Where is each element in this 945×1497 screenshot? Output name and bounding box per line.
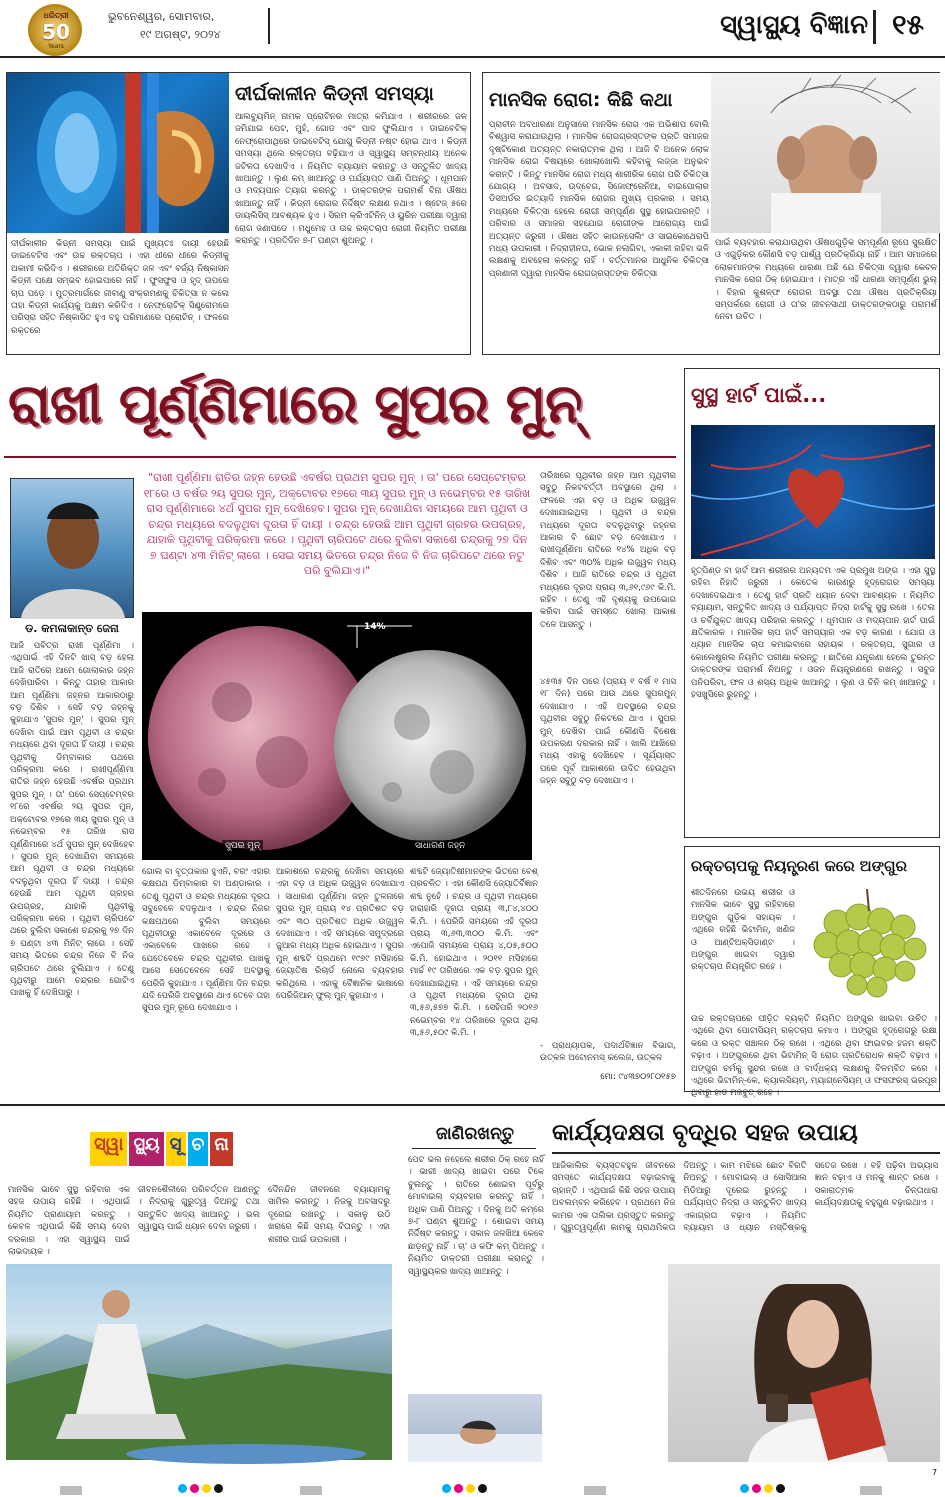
mental-title: ମାନସିକ ରୋଗ: କିଛି କଥା bbox=[489, 89, 673, 111]
supermoon-col-a: ଆଜି ପବିତ୍ର ରାଖୀ ପୂର୍ଣ୍ଣିମା । ଏଥିପାଇଁ ଏହି ଦିନଟି ଖାସ୍ ବଡ଼ ହେଲା ଆଜି ରାତିରେ ଆମେ ଗୋଲାକାର ଜହ୍ନ ଦେଖିପାରିବା । କିନ୍ତୁ ତାହାର ଆକାର ଆମ ପୂର୍ଣ୍ଣିମା ଜହ୍ନର ଆକାରଠାରୁ ବଡ଼ ଦିଶିବ । ସେହି ବଡ଼ ଜହ୍ନକୁ କୁହାଯାଏ 'ସୁପର ମୁନ୍' । ସୁପର ମୁନ୍ ଦେଖିବା ପାଇଁ ଆମ ପୃଥିବୀ ଓ ଚନ୍ଦ୍ର ମଧ୍ୟରେ ଥିବା ଦୂରତା ହିଁ ଦାୟୀ । ଚନ୍ଦ୍ର ପୃଥିବୀକୁ ଡିମ୍ବାକାର ପଥରେ ପରିକ୍ରମା କରେ । ରାଖୀପୂର୍ଣ୍ଣିମା ରାତିର ଜହ୍ନ ହେଉଛି ଏବର୍ଷର ପ୍ରଥମ ସୁପର ମୁନ୍ । ତା' ପରେ ସେପ୍ଟେମ୍ବର ୧୮ରେ ଏବର୍ଷର ୨ୟ ସୁପର ମୁନ୍, ଅକ୍ଟୋବର ୧୭ରେ ୩ୟ ସୁପର ମୁନ୍ ଓ ନଭେମ୍ବର ୧୫ ତାରିଖ ରାସ ପୂର୍ଣ୍ଣିମାରେ ୪ର୍ଥ ସୁପର ମୁନ୍ ଦେଖିହେବ । ସୁପର ମୁନ୍ ଦେଖାଯିବା ସମୟରେ ଆମ ପୃଥିବୀ ଓ ଚନ୍ଦ୍ର ମଧ୍ୟରେ ବଦଳୁଥିବା ଦୂରତା ହିଁ ଦାୟୀ । ଚନ୍ଦ୍ର ହେଉଛି ଆମ ପୃଥିବୀ ଗ୍ରହର ଉପଗ୍ରହ, ଯାହାକି ପୃଥିବୀକୁ ପରିକ୍ରମା କରେ । ପୃଥିବୀ ଚାରିପଟେ ଥରେ ବୁଲିବା ସକାଶେ ଚନ୍ଦ୍ରକୁ ୨୭ ଦିନ ୭ ଘଣ୍ଟା ୪୩ ମିନିଟ୍ ଲାଗେ । ସେହି ସମୟ ଭିତରେ ଚନ୍ଦ୍ର ନିଜେ ବି ନିଜ ଚାରିପଟେ ଥରେ ବୁଲିଯାଏ । ତେଣୁ ପୃଥିବୀରୁ ଆମେ ଚନ୍ଦ୍ରର ଗୋଟିଏ ପାଖକୁ ହିଁ ଦେଖିପାରୁ । bbox=[10, 641, 134, 999]
masthead-rule bbox=[0, 56, 945, 58]
know-body: ପେଟ ଭଲ ନହେଲେ ଶରୀର ଠିକ୍ ରହେ ନାହିଁ । ଭାରୀ ଖାଦ୍ୟ ଖାଇବା ପରେ ଟିକେ ବୁଲନ୍ତୁ । ରାତିରେ ଶୋଇବା ପୂର୍ବରୁ ମୋବାଇଲ୍ ବ୍ୟବହାର କରନ୍ତୁ ନାହିଁ । ଅଧିକ ପାଣି ପିଅନ୍ତୁ । ଦିନକୁ ଅତି କମ୍‌ରେ ୭-୮ ଘଣ୍ଟା ଶୁଅନ୍ତୁ । ଶୋଇବା ସମୟ ନିର୍ଦ୍ଦିଷ୍ଟ କରନ୍ତୁ । ସକାଳ ଜଳଖିଆ କେବେ ଛାଡ଼ନ୍ତୁ ନାହିଁ । ଚା' ଓ କଫି କମ୍ ପିଅନ୍ତୁ । ନିୟମିତ ଡାକ୍ତରୀ ପରୀକ୍ଷା କରାନ୍ତୁ । ସ୍ୱାସ୍ଥ୍ୟକର ଖାଦ୍ୟ ଖାଆନ୍ତୁ । bbox=[408, 1155, 544, 1277]
logo-years-number: 50 bbox=[42, 20, 70, 44]
author-photo bbox=[10, 478, 134, 618]
grape-title: ରକ୍ତଚାପକୁ ନିୟନ୍ତ୍ରଣ କରେ ଅଙ୍ଗୁର bbox=[691, 857, 907, 875]
kidney-body-left: ଦୀର୍ଘକାଳୀନ କିଡ୍ନୀ ସମସ୍ୟା ପାଇଁ ମୁଖ୍ୟତଃ ଦାୟୀ ହେଉଛି ଡାଇବେଟିସ ଏବଂ ଉଚ୍ଚ ରକ୍ତଚାପ । ଏହା ଧୀରେ ଧୀରେ କିଡ୍ନୀକୁ ଅକାମୀ କରିଦିଏ । ଶରୀରରେ ଅତିରିକ୍ତ ଜଳ ଏବଂ ବର୍ଜ୍ୟ ନିଷ୍କାସନ କିଡ୍ନୀ ପକ୍ଷେ ସମ୍ଭବ ହୋଇପାରେ ନାହିଁ । ଫୁସଫୁସ ଓ ହୃଦ୍ ଉପରେ ଚାପ ପଡ଼େ । ମୁତ୍ରମାର୍ଗରେ ଜୀବାଣୁ ସଂକ୍ରମଣକୁ ଚିକିତ୍ସା ନ କଲେ ତାହା କିଡ୍ନୀ କାର୍ଯ୍ୟକୁ ଅକ୍ଷମ କରିଦିଏ । ନେଫ୍ରୋଟିକ୍ ସିଣ୍ଡ୍ରୋମରେ ପରିସ୍ରା ସହିତ ନିଷ୍କାସିତ ହୁଏ ବହୁ ପରିମାଣରେ ପ୍ରୋଟିନ୍ । ଫଳରେ ରକ୍ତରେ bbox=[11, 239, 229, 336]
tips-col-3: ଦୈନନ୍ଦିନ ଜୀବନରେ ବ୍ୟାୟାମକୁ ସାମିଲ କରନ୍ତୁ । ନିଜକୁ ଅବସାଦରୁ ଦୂରେଇ ରଖନ୍ତୁ । ସକାଳୁ ଉଠି ଖରାରେ କିଛି ସମୟ ବିତାନ୍ତୁ । ଏହା ଶରୀର ପାଇଁ ଉପକାରୀ । bbox=[268, 1185, 390, 1245]
kidney-body-right: ଆଲବ୍ୟୁମିନ୍ ନାମକ ପ୍ରୋଟିନର ମାତ୍ରା କମିଯାଏ । ଶରୀରରେ ଜଳ ଜମିଯାଇ ପେଟ, ମୁହଁ, ଗୋଡ ଏବଂ ପାଦ ଫୁଲିଯାଏ । ଡାଇବେଟିକ୍ ନେଫ୍ରୋପାଥିରେ ଡାଇବେଟିସ୍ ଯୋଗୁ କିଡ୍ନୀ ନଷ୍ଟ ହୋଇ ଥାଏ । କିଡ୍ନୀ ସମସ୍ୟା ଥିଲେ ରକ୍ତଚାପ ବଢ଼ିଯାଏ ଓ ସ୍ୱାସ୍ଥ୍ୟ ସମ୍ବନ୍ଧୀୟ ଅନେକ ଜଟିଳତା ଦେଖାଦିଏ । ନିୟମିତ ବ୍ୟାୟାମ କରନ୍ତୁ ଓ ସନ୍ତୁଳିତ ଖାଦ୍ୟ ଖାଆନ୍ତୁ । ଲୁଣ କମ୍ ଖାଆନ୍ତୁ ଓ ପର୍ଯ୍ୟାପ୍ତ ପାଣି ପିଅନ୍ତୁ । ଧୂମପାନ ଓ ମଦ୍ୟପାନ ତ୍ୟାଗ କରନ୍ତୁ । ଡାକ୍ତରଙ୍କ ପରାମର୍ଶ ବିନା ଔଷଧ ଖାଆନ୍ତୁ ନାହିଁ । କିଡ୍ନୀ ରୋଗର ନିର୍ଦ୍ଦିଷ୍ଟ ଲକ୍ଷଣ ନଥାଏ । ଷ୍ଟେଜ୍ ୫ରେ ଡାୟଲିସିସ୍ ଆବଶ୍ୟକ ହୁଏ । ସିରମ କ୍ରିଏଟିନିନ୍ ଓ ୟୁରିନ ପରୀକ୍ଷା ଦ୍ୱାରା ରୋଗ ଜଣାପଡେ । ମଧୁମେହ ଓ ଉଚ୍ଚ ରକ୍ତଚାପ ରୋଗୀ ନିୟମିତ ପରୀକ୍ଷା କରାନ୍ତୁ । ପ୍ରତିଦିନ ୭-୮ ଘଣ୍ଟା ଶୁଅନ୍ତୁ । bbox=[235, 112, 467, 247]
health-tips-title bbox=[90, 1132, 290, 1166]
supermoon-phone: ମୋ: ୯୪୩୭୦୨୮୦୧୫୭ bbox=[600, 1072, 676, 1082]
kidney-article bbox=[6, 72, 471, 355]
registration-bar bbox=[300, 1486, 322, 1495]
mental-article bbox=[482, 72, 940, 355]
reading-woman-photo bbox=[668, 1264, 940, 1462]
logo-badge bbox=[28, 4, 82, 56]
masthead bbox=[0, 0, 945, 60]
dateline-date: ୧୯ ଅଗଷ୍ଟ, ୨୦୨୪ bbox=[140, 28, 221, 41]
section-divider bbox=[873, 10, 876, 44]
kidney-title: ଦୀର୍ଘକାଳୀନ କିଡ୍ନୀ ସମସ୍ୟା bbox=[235, 83, 434, 105]
supermoon-col-f: ୪୫୩୫ ଦିନ ପରେ (ପ୍ରାୟ ୧ ବର୍ଷ ୧ ମାସ ୧୮ ଦିନ) ପରେ ଆଉ ଥରେ ସୁପରମୁନ୍ ଦେଖାଯାଏ । ଏହି ଅବସ୍ଥାରେ ଚନ୍ଦ୍ର ପୃଥିବୀର ସବୁଠୁ ନିକଟରେ ଥାଏ । ସୁପର ମୁନ୍ ଦେଖିବା ପାଇଁ କୌଣସି ବିଶେଷ ଉପକରଣ ଦରକାର ନାହିଁ । ଖାଲି ଆଖିରେ ମଧ୍ୟ ଏହାକୁ ଦେଖିହେବ । ସୂର୍ଯ୍ୟାସ୍ତ ପରେ ପୂର୍ବ ଆକାଶରେ ଉଦିତ ହେଉଥିବା ଜହ୍ନ ସବୁଠୁ ବଡ଼ ଦେଖାଯାଏ । bbox=[540, 677, 676, 787]
color-registration-dots-right bbox=[740, 1484, 785, 1493]
tips-col-2: ଜୀବନଶୈଳୀରେ ପରିବର୍ତ୍ତନ ଆଣନ୍ତୁ । ନିଦ୍ରାକୁ ଗୁରୁତ୍ୱ ଦିଅନ୍ତୁ ତଥା ସନ୍ତୁଳିତ ଖାଦ୍ୟ ଖାଆନ୍ତୁ । ଭଲ ସ୍ୱାସ୍ଥ୍ୟ ପାଇଁ ଧ୍ୟାନ ଦେବା ଜରୁରୀ । bbox=[138, 1185, 260, 1233]
supermoon-quote: "ରାଖୀ ପୂର୍ଣ୍ଣିମା ରାତିର ଜହ୍ନ ହେଉଛି ଏବର୍ଷର ପ୍ରଥମ ସୁପର ମୁନ୍ । ତା' ପରେ ସେପ୍ଟେମ୍ବର ୧୮ରେ ଓ ବର୍ଷର ୨ୟ ସୁପର ମୁନ୍, ଅକ୍ଟୋବର ୧୭ରେ ୩ୟ ସୁପର ମୁନ୍ ଓ ନଭେମ୍ବର ୧୫ ତାରିଖ ରାସ ପୂର୍ଣ୍ଣିମାରେ ୪ର୍ଥ ସୁପର ମୁନ୍ ଦେଖିହେବ। ସୁପର ମୁନ୍ ଦେଖାଯିବା ସମୟରେ ଆମ ପୃଥିବୀ ଓ ଚନ୍ଦ୍ର ମଧ୍ୟରେ ବଦଳୁଥିବା ଦୂରତା ହିଁ ଦାୟୀ । ଚନ୍ଦ୍ର ହେଉଛି ଆମ ପୃଥିବୀ ଗ୍ରହର ଉପଗ୍ରହ, ଯାହାକି ପୃଥିବୀକୁ ପରିକ୍ରମା କରେ । ପୃଥିବୀ ଚାରିପଟେ ଥରେ ବୁଲିବା ସକାଶେ ଚନ୍ଦ୍ରକୁ ୨୭ ଦିନ ୭ ଘଣ୍ଟା ୪୩ ମିନିଟ୍ ଲାଗେ । ସେଇ ସମୟ ଭିତରେ ଚନ୍ଦ୍ର ନିଜେ ବି ନିଜ ଚାରିପଟେ ଥରେ ନଟୁ ପରି ବୁଲିଯାଏ।" bbox=[143, 471, 531, 577]
supermoon-image bbox=[142, 612, 532, 860]
dateline-city: ଭୁବନେଶ୍ୱର, ସୋମବାର, bbox=[108, 10, 215, 23]
tips-title-part-2: ସ୍ଥ୍ୟ bbox=[129, 1132, 163, 1166]
page-marker: 7 bbox=[932, 1468, 938, 1477]
headline-underline bbox=[4, 456, 676, 458]
tips-title-part-3: ସୂ bbox=[166, 1132, 186, 1166]
kidney-illustration bbox=[7, 73, 229, 233]
grape-article bbox=[684, 846, 940, 1099]
tips-title-part-4: ଚ bbox=[188, 1132, 209, 1166]
moon-size-percent: 14% bbox=[364, 622, 386, 632]
color-registration-dots-center bbox=[442, 1484, 487, 1493]
mid-page-rule bbox=[0, 1104, 945, 1106]
grape-photo bbox=[797, 883, 937, 1001]
yoga-photo bbox=[6, 1264, 392, 1460]
know-title: ଜାଣିରଖନ୍ତୁ bbox=[436, 1124, 514, 1144]
supermoon-col-b: ଗୋଲ ବା ବୃତ୍ତାକାର ହୁଏନି, ବରଂ ଏହାର କକ୍ଷପଥ ଡିମ୍ବାକାର ବା ଅଣ୍ଡାକାର । ତେଣୁ ପୃଥିବୀ ଓ ଚନ୍ଦ୍ର ମଧ୍ୟରେ ଦୂରତା ସବୁବେଳେ ବଦଳୁଥାଏ । ଚନ୍ଦ୍ର ନିଜର କକ୍ଷପଥରେ ବୁଲିବା ସମୟରେ ପୃଥିବୀଠାରୁ ଏକାବେଳେ ଦୂରରେ ଓ ଏକାବେଳେ ପାଖରେ ରହେ । ଯେତେବେଳେ ଚନ୍ଦ୍ର ପୃଥିବୀର ପାଖକୁ ଆସେ ସେତେବେଳେ ସେହି ଅବସ୍ଥାକୁ ପେରିଜି କୁହାଯାଏ । ପୂର୍ଣ୍ଣିମା ଦିନ ଚନ୍ଦ୍ର ଯଦି ପେରିଜି ଅବସ୍ଥାରେ ଥାଏ ତେବେ ତାହା ସୁପର ମୁନ୍ ରୂପେ ଦେଖାଯାଏ । bbox=[142, 867, 271, 1014]
logo-text: ଧରିତ୍ରୀ bbox=[43, 11, 69, 20]
label-supermoon: ସୁପର ମୁନ୍ bbox=[222, 840, 263, 852]
supermoon-col-c: ଆକାଶରେ ଚନ୍ଦ୍ରକୁ ଦେଖିବା ସମୟରେ ଏହା ବଡ଼ ଓ ଅଧିକ ଉଜ୍ଜ୍ୱଳ ଦେଖାଯାଏ । ସାଧାରଣ ପୂର୍ଣ୍ଣିମା ଜହ୍ନ ତୁଳନାରେ ସୁପର ମୁନ୍ ପ୍ରାୟ ୧୪ ପ୍ରତିଶତ ବଡ଼ ଏବଂ ୩୦ ପ୍ରତିଶତ ଅଧିକ ଉଜ୍ଜ୍ୱଳ ଦେଖାଯାଏ । ଏହି ସମୟରେ ସମୁଦ୍ରରେ ଜୁଆର ମଧ୍ୟ ଅଧିକ ହୋଇଥାଏ । ସୁପର ମୁନ୍ ଶବ୍ଦଟି ପ୍ରଥମେ ୧୯୭୯ ମସିହାରେ ଜ୍ୟୋତିଷ ରିଚାର୍ଡ ନୋଲେ ବ୍ୟବହାର କରିଥିଲେ । ଏହାକୁ ବୈଜ୍ଞାନିକ ଭାଷାରେ ପେରିଜିଆନ୍ ଫୁଲ୍ ମୁନ୍ କୁହାଯାଏ । bbox=[276, 867, 404, 1002]
author-name: ଡ. କମଳାକାନ୍ତ ଜେନା bbox=[25, 622, 119, 635]
efficiency-body-side bbox=[552, 1264, 662, 1460]
heart-title: ସୁସ୍ଥ ହାର୍ଟ ପାଇଁ... bbox=[691, 383, 827, 407]
registration-bar bbox=[60, 1486, 82, 1495]
supermoon-headline: ରାଖୀ ପୂର୍ଣ୍ଣିମାରେ ସୁପର ମୁନ୍ bbox=[8, 372, 582, 435]
label-normal-moon: ସାଧାରଣ ଜହ୍ନ bbox=[412, 840, 468, 852]
supermoon-signature: - ପ୍ରାଧ୍ୟାପକ, ପଦାର୍ଥବିଜ୍ଞାନ ବିଭାଗ, ଉତ୍କଳ ଅଟୋନମସ୍ କଲେଜ, ଉତ୍କଳ bbox=[540, 1041, 676, 1064]
grape-body-top: ଶୀତଦିନରେ ଉଭୟ ଶରୀର ଓ ମାନସିକ ଭାବେ ସୁସ୍ଥ ରହିବାରେ ଅଙ୍ଗୁର ଗୁଡ଼ିକ ସହାୟକ । ଏଥିରେ ରହିଛି ଭିଟାମିନ୍, ଖଣିଜ ଓ ଆଣ୍ଟିଅକ୍ସିଡାଣ୍ଟ । ଅଙ୍ଗୁର ଖାଇବା ଦ୍ୱାରା ରକ୍ତଚାପ ନିୟନ୍ତ୍ରିତ ରହେ । bbox=[691, 888, 795, 973]
heart-body: ହୃତ୍‌ପିଣ୍ଡ ବା ହାର୍ଟ ଆମ ଶରୀରର ଅନ୍ୟତମ ଏକ ପ୍ରମୁଖ ଅଙ୍ଗ । ଏହା ସୁସ୍ଥ ରହିବା ନିହାତି ଜରୁରୀ । କେତେକ କାରଣରୁ ହୃଦ୍‌ରୋଗର ସମସ୍ୟା ଦେଖାଦେଇଥାଏ । ତେଣୁ ହାର୍ଟ ପ୍ରତି ଧ୍ୟାନ ଦେବା ଆବଶ୍ୟକ । ନିୟମିତ ବ୍ୟାୟାମ, ସନ୍ତୁଳିତ ଖାଦ୍ୟ ଓ ପର୍ଯ୍ୟାପ୍ତ ନିଦ୍ରା ହାର୍ଟକୁ ସୁସ୍ଥ ରଖେ । ତେଲ ଓ ଚର୍ବିଯୁକ୍ତ ଖାଦ୍ୟ ପରିହାର କରନ୍ତୁ । ଧୂମପାନ ଓ ମଦ୍ୟପାନ ହାର୍ଟ ପାଇଁ କ୍ଷତିକାରକ । ମାନସିକ ଚାପ ହାର୍ଟ ସମସ୍ୟାର ଏକ ବଡ଼ କାରଣ । ଯୋଗ ଓ ଧ୍ୟାନ ମାନସିକ ଚାପ କମାଇବାରେ ସହାୟକ । ରକ୍ତଚାପ, ସୁଗାର ଓ କୋଲେଷ୍ଟ୍ରଲ ନିୟମିତ ପରୀକ୍ଷା କରନ୍ତୁ । ଛାତିରେ ଯନ୍ତ୍ରଣା ହେଲେ ତୁରନ୍ତ ଡାକ୍ତରଙ୍କ ପରାମର୍ଶ ନିଅନ୍ତୁ । ଓଜନ ନିୟନ୍ତ୍ରଣରେ ରଖନ୍ତୁ । ସବୁଜ ପନିପରିବା, ଫଳ ଓ ଶସ୍ୟ ଅଧିକ ଖାଆନ୍ତୁ । ଲୁଣ ଓ ଚିନି କମ୍ ଖାଆନ୍ତୁ । ହସଖୁସିରେ ରୁହନ୍ତୁ । bbox=[691, 566, 935, 701]
mental-body-right: ପାଇଁ ବ୍ୟବହାର କରାଯାଉଥିବା ଔଷଧଗୁଡ଼ିକ ସମ୍ପୂର୍ଣ୍ଣ ରୂପେ ସୁରକ୍ଷିତ ଓ ଏଗୁଡ଼ିକର କୌଣସି ବଡ଼ ପାର୍ଶ୍ୱ ପ୍ରତିକ୍ରିୟା ନାହିଁ । ଆମ ସମାଜରେ ଲୋକମାନଙ୍କ ମଧ୍ୟରେ ଧାରଣା ଅଛି ଯେ ଚିକିତ୍ସା ଦ୍ୱାରା କେବଳ ମାନସିକ ରୋଗ ଠିକ୍ ହୋଇଯାଏ । ମାତ୍ର ଏହି ଧାରଣା ସମ୍ପୂର୍ଣ୍ଣ ଭୁଲ୍ । ବିହାର କୁଶଳ୍ଫ ରୋଗର ଅବସ୍ଥା ତଥା ଔଷଧ ପ୍ରତିକ୍ରିୟା ସମ୍ପର୍କରେ ରୋଗୀ ଓ ତା'ର ଜୀବନସାଥୀ ଡାକ୍ତରଙ୍କଠାରୁ ପରାମର୍ଶ ନେବା ଉଚିତ । bbox=[715, 238, 937, 323]
section-title: ସ୍ୱାସ୍ଥ୍ୟ ବିଜ୍ଞାନ bbox=[720, 10, 868, 40]
registration-bar bbox=[584, 1486, 606, 1495]
tips-title-part-1: ସ୍ୱା bbox=[90, 1132, 127, 1166]
page-number: ୧୫ bbox=[891, 8, 925, 41]
mental-body-left: ପ୍ରାଚୀନ ଅବଧାରଣା ଅନୁସାରେ ମାନସିକ ରୋଗ ଏକ ଅଭିଶାପ ବୋଲି ବିଶ୍ୱାସ କରାଯାଉଥିଲା । ମାନସିକ ରୋଗଗ୍ରସ୍ତଙ୍କ ପ୍ରତି ସମାଜର ଦୃଷ୍ଟିକୋଣ ଅତ୍ୟନ୍ତ ନକାରାତ୍ମକ ଥିଲା । ଆଜି ବି ଅନେକ ଲୋକ ମାନସିକ ରୋଗ ବିଷୟରେ ଖୋଲାଖୋଲି କହିବାକୁ ଲଜ୍ଜା ଅନୁଭବ କରନ୍ତି । କିନ୍ତୁ ମାନସିକ ରୋଗ ମଧ୍ୟ ଶାରୀରିକ ରୋଗ ପରି ଚିକିତ୍ସା ଯୋଗ୍ୟ । ଅବସାଦ, ଉଦ୍‌ବେଗ, ସିଜୋଫ୍ରେନିଆ, ବାଇପୋଲାର ଡିସଅର୍ଡର ଇତ୍ୟାଦି ମାନସିକ ରୋଗର ମୁଖ୍ୟ ପ୍ରକାର । ସମୟ ମଧ୍ୟରେ ଚିକିତ୍ସା ହେଲେ ରୋଗୀ ସମ୍ପୂର୍ଣ୍ଣ ସୁସ୍ଥ ହୋଇପାରନ୍ତି । ପରିବାର ଓ ସମାଜର ସହଯୋଗ ରୋଗୀଙ୍କ ଆରୋଗ୍ୟ ପାଇଁ ଅତ୍ୟନ୍ତ ଜରୁରୀ । ଔଷଧ ସହିତ କାଉନ୍ସେଲିଂ ଓ ସାଇକୋଥେରାପି ମଧ୍ୟ ଉପକାରୀ । ନିଦ୍ରାହୀନତା, ଭୋକ ନଲାଗିବା, ଏକାକୀ ରହିବା ଭଳି ଲକ୍ଷଣକୁ ଅବହେଳା କରନ୍ତୁ ନାହିଁ । ବର୍ତ୍ତମାନର ଆଧୁନିକ ଚିକିତ୍ସା ପ୍ରଣାଳୀ ଦ୍ୱାରା ମାନସିକ ରୋଗଗ୍ରସ୍ତଙ୍କ ଚିକିତ୍ସା bbox=[489, 120, 709, 279]
logo-years-label: Years bbox=[48, 43, 64, 50]
efficiency-title-underline bbox=[552, 1152, 940, 1154]
tips-title-part-5: ନା bbox=[210, 1132, 232, 1166]
registration-bar bbox=[860, 1486, 882, 1495]
dateline-divider bbox=[268, 8, 270, 44]
supermoon-col-d: ଶବ୍ଦଟି ଜ୍ୟୋତିଷୀମାନଙ୍କ ଭିତରେ ବେଶ୍ ପ୍ରଚଳିତ । ଏହା କୌଣସି ଜ୍ୟୋତିର୍ବିଜ୍ଞାନ ଶବ୍ଦ ନୁହେଁ । ଚନ୍ଦ୍ର ଓ ପୃଥିବୀ ମଧ୍ୟରେ ହାରାହାରି ଦୂରତା ପ୍ରାୟ ୩,୮୪,୪୦୦ କି.ମି. । ପେରିଜି ସମୟରେ ଏହି ଦୂରତା ପ୍ରାୟ ୩,୬୩,୩୦୦ କି.ମି. ଏବଂ ଏପୋଜି ସମୟରେ ପ୍ରାୟ ୪,୦୫,୫୦୦ କି.ମି. ହୋଇଥାଏ । ୨୦୧୧ ମସିହାରେ ମାର୍ଚ୍ଚ ୧୯ ତାରିଖରେ ଏକ ବଡ଼ ସୁପର ମୁନ୍ ଦେଖାଯାଇଥିଲା । ଏହି ସମୟରେ ଚନ୍ଦ୍ର ଓ ପୃଥିବୀ ମଧ୍ୟରେ ଦୂରତା ଥିଲା ୩,୫୬,୫୭୭ କି.ମି. । ସେହିପରି ୨୦୧୬ ନଭେମ୍ବର ୧୪ ତାରିଖରେ ଦୂରତା ଥିଲା ୩,୫୬,୫୦୯ କି.ମି. । bbox=[410, 867, 538, 1039]
efficiency-title: କାର୍ଯ୍ୟଦକ୍ଷତା ବୃଦ୍ଧିର ସହଜ ଉପାୟ bbox=[552, 1120, 858, 1146]
efficiency-body: ଆଜିକାଲିର ବ୍ୟସ୍ତବହୁଳ ଜୀବନରେ ସମସ୍ତେ କାର୍ଯ୍ୟଦକ୍ଷତା ବଢ଼ାଇବାକୁ ଚାହାନ୍ତି । ଏଥିପାଇଁ କିଛି ସହଜ ଉପାୟ ଅବଲମ୍ବନ କରିହେବ । ପ୍ରଥମେ ନିଜ କାମର ଏକ ତାଲିକା ପ୍ରସ୍ତୁତ କରନ୍ତୁ । ଗୁରୁତ୍ୱପୂର୍ଣ୍ଣ କାମକୁ ପ୍ରାଥମିକତା ଦିଅନ୍ତୁ । କାମ ମଝିରେ ଛୋଟ ବିରତି ନିଅନ୍ତୁ । ମୋବାଇଲ୍ ଓ ସୋସିଆଲ ମିଡିଆରୁ ଦୂରେଇ ରୁହନ୍ତୁ । ପର୍ଯ୍ୟାପ୍ତ ନିଦ୍ରା ଓ ସନ୍ତୁଳିତ ଖାଦ୍ୟ ଏକାଗ୍ରତା ବଢ଼ାଏ । ନିୟମିତ ବ୍ୟାୟାମ ଓ ଧ୍ୟାନ ମସ୍ତିଷ୍କକୁ ସତେଜ ରଖେ । ବହି ପଢ଼ିବା ଅଭ୍ୟାସ ଜ୍ଞାନ ବଢ଼ାଏ ଓ ମନକୁ ଶାନ୍ତ ରଖେ । ସକାରାତ୍ମକ ଚିନ୍ତାଧାରା କାର୍ଯ୍ୟଦକ୍ଷତାକୁ ବହୁଗୁଣ ବଢ଼ାଇଥାଏ । bbox=[552, 1161, 938, 1234]
know-title-underline bbox=[412, 1148, 536, 1149]
supermoon-col-e: ତାରିଖରେ ପୃଥିବୀର ଜହ୍ନ ଆମ ପୃଥିବୀର ସବୁଠୁ ନିକଟବର୍ତ୍ତୀ ଅବସ୍ଥାରେ ଥିଲା । ଫଳରେ ଏହା ବଡ଼ ଓ ଅଧିକ ଉଜ୍ଜ୍ୱଳ ଦେଖାଯାଇଥିଲା । ପୃଥିବୀ ଓ ଚନ୍ଦ୍ର ମଧ୍ୟରେ ଦୂରତା ବଦଳୁଥିବାରୁ ଜହ୍ନର ଆକାର ବି ଛୋଟ ବଡ଼ ଦେଖାଯାଏ । ରାଖୀପୂର୍ଣ୍ଣିମା ରାତିରେ ୧୪% ଅଧିକ ବଡ଼ ଦିଶିବ ଏବଂ ୩୦% ଅଧିକ ଉଜ୍ଜ୍ୱଳ ମଧ୍ୟ ଦିଶିବ । ଆଜି ରାତିରେ ଚନ୍ଦ୍ର ଓ ପୃଥିବୀ ମଧ୍ୟରେ ଦୂରତା ପ୍ରାୟ ୩,୬୧,୯୬୯ କି.ମି. ରହିବ । ତେଣୁ ଏହି ଦୃଶ୍ୟକୁ ଉପଭୋଗ କରିବା ପାଇଁ ସମସ୍ତେ ଖୋଲା ଆକାଶ ତଳେ ଆସନ୍ତୁ । bbox=[540, 471, 676, 630]
sleeping-photo bbox=[408, 1394, 542, 1462]
heart-illustration bbox=[691, 425, 935, 559]
headache-photo bbox=[711, 73, 940, 233]
heart-article bbox=[684, 368, 940, 838]
color-registration-dots-left bbox=[178, 1484, 223, 1493]
grape-body-bottom: ଉଚ୍ଚ ରକ୍ତଚାପରେ ପୀଡ଼ିତ ବ୍ୟକ୍ତି ନିୟମିତ ଅଙ୍ଗୁର ଖାଇବା ଉଚିତ । ଏଥିରେ ଥିବା ପୋଟାସିୟମ୍ ରକ୍ତଚାପ କମାଏ । ଅଙ୍ଗୁର ହୃଦ୍‌ରୋଗରୁ ରକ୍ଷା କରେ ଓ ରକ୍ତ ସଞ୍ଚାଳନ ଠିକ୍ ରଖେ । ଏଥିରେ ଥିବା ଫାଇବର ହଜମ ଶକ୍ତି ବଢ଼ାଏ । ଅଙ୍ଗୁରରେ ଥିବା ଭିଟାମିନ୍ ସି ରୋଗ ପ୍ରତିରୋଧକ ଶକ୍ତି ବଢ଼ାଏ । ଅଙ୍ଗୁର ଚର୍ମକୁ ସୁନ୍ଦର ରଖେ ଓ ବାର୍ଦ୍ଧକ୍ୟ ଲକ୍ଷଣକୁ ବିଳମ୍ବିତ କରେ । ଏଥିରେ ଭିଟାମିନ୍-କେ, କ୍ୟାଲସିୟମ୍, ମ୍ୟାଗ୍ନେସିୟମ୍ ଓ ଫସଫରସ୍ ଭରପୂର ଥିବାରୁ ହାଡ ମଜବୁତ୍ ରହେ । bbox=[691, 1014, 937, 1099]
tips-col-1: ମାନସିକ ଭାବେ ସୁସ୍ଥ ରହିବାର ଏକ ସହଜ ଉପାୟ ରହିଛି । ଏଥିପାଇଁ ନିୟମିତ ପ୍ରାଣାୟାମ କରନ୍ତୁ । କେବଳ ଏଥିପାଇଁ କିଛି ସମୟ ଦେବା ଦରକାର । ଏହା ସ୍ୱାସ୍ଥ୍ୟ ପାଇଁ ଲାଭଦାୟକ । bbox=[8, 1185, 130, 1258]
